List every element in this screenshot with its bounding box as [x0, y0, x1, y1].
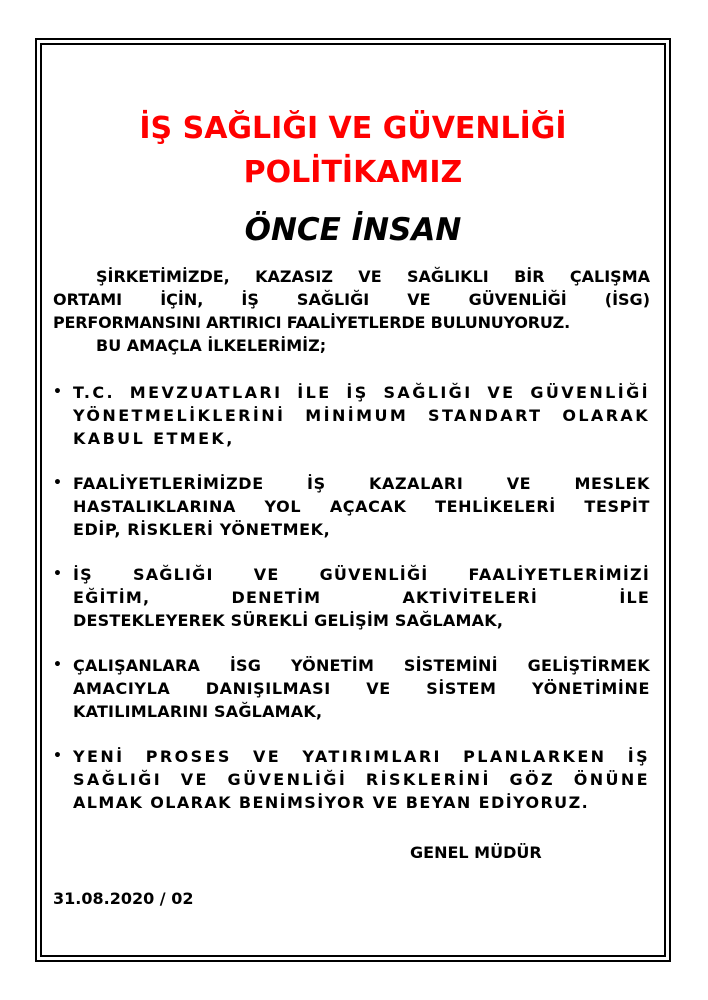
principle-line: DESTEKLEYEREK SÜREKLİ GELİŞİM SAĞLAMAK, [73, 611, 504, 630]
intro-line: BU AMAÇLA İLKELERİMİZ; [96, 336, 327, 355]
bullet-point-icon: • [53, 566, 62, 582]
principle-line: ÇALIŞANLARA İSG YÖNETİM SİSTEMİNİ GELİŞTİRMEK [73, 656, 650, 675]
principle-item [53, 472, 650, 541]
principle-line: AMACIYLA DANIŞILMASI VE SİSTEM YÖNETİMİNE [73, 679, 650, 698]
principle-line: KATILIMLARINI SAĞLAMAK, [73, 702, 323, 721]
intro-line: ŞİRKETİMİZDE, KAZASIZ VE SAĞLIKLI BİR ÇALIŞMA [96, 267, 650, 286]
principle-line: EĞİTİM, DENETİM AKTİVİTELERİ İLE [73, 588, 650, 607]
principle-item [53, 381, 650, 450]
intro-line: PERFORMANSINI ARTIRICI FAALİYETLERDE BULUNUYORUZ. [53, 313, 570, 332]
principle-item [53, 563, 650, 632]
principle-line: İŞ SAĞLIĞI VE GÜVENLİĞİ FAALİYETLERİMİZİ [73, 565, 650, 584]
principle-item [53, 654, 650, 723]
principle-line: HASTALIKLARINA YOL AÇACAK TEHLİKELERİ TESPİT [73, 497, 650, 516]
intro-line: ORTAMI İÇİN, İŞ SAĞLIĞI VE GÜVENLİĞİ (İSG) [53, 290, 650, 309]
bullet-point-icon: • [53, 748, 62, 764]
bullet-point-icon: • [53, 657, 62, 673]
document-subtitle: ÖNCE İNSAN [244, 212, 462, 248]
principles-list [53, 381, 650, 836]
principle-line: YÖNETMELİKLERİNİ MİNİMUM STANDART OLARAK [73, 406, 650, 425]
intro-paragraph [53, 265, 650, 357]
principle-line: YENİ PROSES VE YATIRIMLARI PLANLARKEN İŞ [73, 747, 650, 766]
principle-item [53, 745, 650, 814]
principle-line: KABUL ETMEK, [73, 429, 235, 448]
document-title-line-1: İŞ SAĞLIĞI VE GÜVENLİĞİ [139, 111, 567, 146]
date-revision: 31.08.2020 / 02 [53, 889, 194, 908]
principle-line: T.C. MEVZUATLARI İLE İŞ SAĞLIĞI VE GÜVENLİĞİ [73, 383, 650, 402]
principle-line: EDİP, RİSKLERİ YÖNETMEK, [73, 520, 331, 539]
principle-line: SAĞLIĞI VE GÜVENLİĞİ RİSKLERİNİ GÖZ ÖNÜNE [73, 770, 650, 789]
principle-line: FAALİYETLERİMİZDE İŞ KAZALARI VE MESLEK [73, 474, 650, 493]
document-title-line-2: POLİTİKAMIZ [243, 155, 463, 190]
bullet-point-icon: • [53, 384, 62, 400]
bullet-point-icon: • [53, 475, 62, 491]
signature-title: GENEL MÜDÜR [410, 843, 542, 862]
principle-line: ALMAK OLARAK BENİMSİYOR VE BEYAN EDİYORUZ. [73, 793, 590, 812]
